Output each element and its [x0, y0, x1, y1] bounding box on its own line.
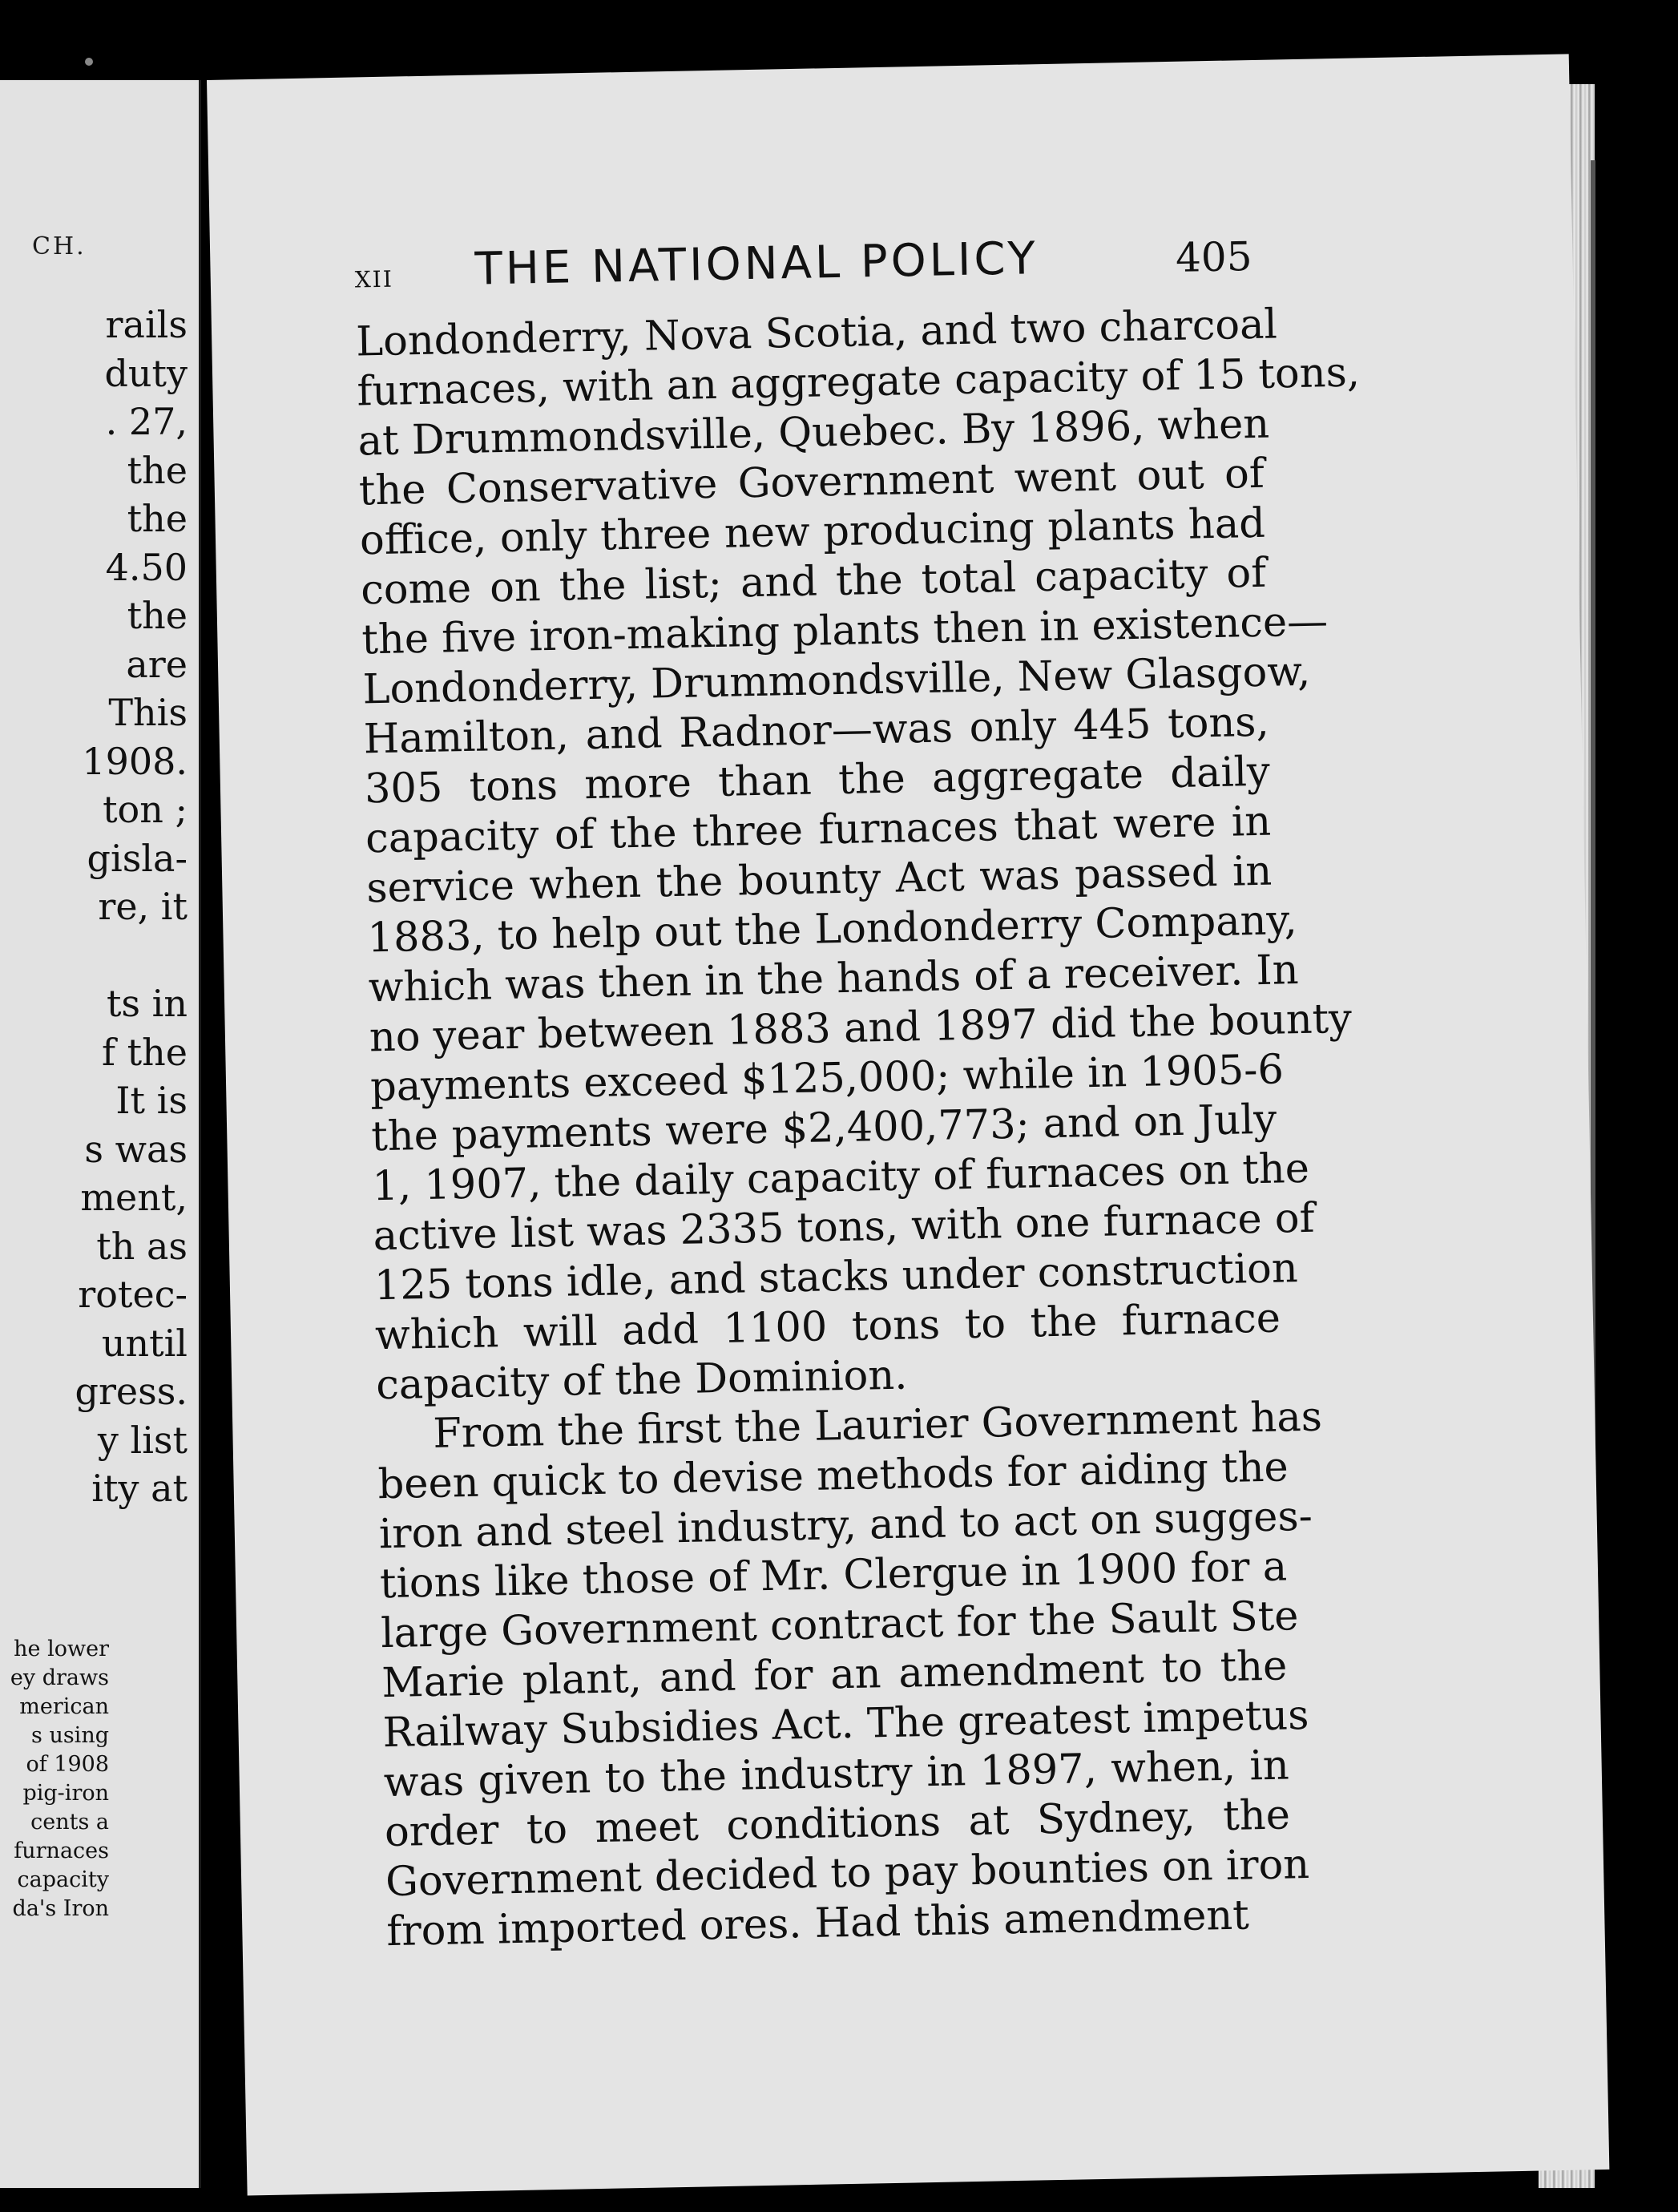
- left-page-footnote-line: furnaces: [14, 1839, 109, 1863]
- text-line: which will add 1100 tons to the furnace: [374, 1294, 1281, 1360]
- text-line: furnaces, with an aggregate capacity of 15 tons,: [356, 349, 1361, 416]
- left-page-line: ton ;: [103, 788, 188, 831]
- left-page-line: duty: [104, 351, 188, 395]
- left-page-line: until: [101, 1321, 188, 1365]
- text-line: iron and steel industry, and to act on sugges-: [378, 1492, 1313, 1559]
- text-line: tions like those of Mr. Clergue in 1900 for a: [379, 1543, 1288, 1609]
- left-page-footnote-line: capacity: [17, 1867, 109, 1892]
- left-page-line: s was: [84, 1127, 188, 1171]
- text-line: 1883, to help out the Londonderry Company,: [367, 897, 1298, 963]
- body-text: [355, 301, 1361, 1957]
- text-line: 305 tons more than the aggregate daily: [364, 748, 1271, 813]
- left-page-line: rotec-: [78, 1273, 188, 1316]
- left-page-line: f the: [102, 1030, 188, 1074]
- left-page-line: This: [108, 691, 188, 734]
- text-line: Marie plant, and for an amendment to the: [381, 1642, 1288, 1708]
- text-line: no year between 1883 and 1897 did the bounty: [369, 995, 1353, 1062]
- left-page-line: ment,: [80, 1176, 188, 1219]
- text-line: Government decided to pay bounties on iron: [385, 1840, 1310, 1907]
- text-line: 125 tons idle, and stacks under construction: [373, 1245, 1299, 1310]
- left-page-line: 4.50: [105, 545, 188, 589]
- text-line: capacity of the three furnaces that were in: [365, 797, 1272, 863]
- left-page-line: the: [127, 497, 188, 540]
- text-line: payments exceed $125,000; while in 1905-6: [369, 1046, 1285, 1112]
- left-page-footnote-line: da's Iron: [12, 1896, 109, 1921]
- left-page-line: th as: [96, 1224, 188, 1268]
- text-line: From the first the Laurier Government has: [432, 1393, 1323, 1458]
- left-page-footnote-line: ey draws: [10, 1665, 109, 1690]
- page-number: 405: [1175, 233, 1253, 281]
- left-page-line: the: [127, 448, 188, 492]
- text-line: was given to the industry in 1897, when, in: [383, 1742, 1290, 1807]
- left-page-footnote-line: s using: [31, 1723, 109, 1748]
- text-line: which was then in the hands of a receiver. In: [368, 947, 1300, 1012]
- left-page-line: gisla-: [87, 836, 188, 880]
- scan-speck: [85, 58, 93, 66]
- left-page-footnote-line: merican: [19, 1694, 109, 1719]
- right-page: [207, 54, 1609, 2195]
- text-line: large Government contract for the Sault Ste: [380, 1592, 1299, 1658]
- left-page-footnote-line: pig-iron: [22, 1781, 109, 1806]
- left-page-footnote-line: cents a: [30, 1810, 109, 1835]
- left-page-header: CH.: [32, 232, 87, 260]
- paragraph-2: [377, 1393, 1323, 1958]
- text-line: service when the bounty Act was passed in: [365, 847, 1273, 913]
- text-line: from imported ores. Had this amendment: [385, 1891, 1250, 1956]
- page-title: THE NATIONAL POLICY: [474, 232, 1039, 296]
- text-line: order to meet conditions at Sydney, the: [384, 1791, 1291, 1857]
- left-page-line: . 27,: [105, 400, 188, 443]
- left-page-line: ts in: [106, 982, 188, 1025]
- text-line: at Drummondsville, Quebec. By 1896, when: [357, 400, 1270, 466]
- text-line: the payments were $2,400,773; and on July: [370, 1096, 1277, 1161]
- chapter-number: XII: [354, 265, 394, 293]
- left-page-line: rails: [105, 303, 188, 346]
- left-page-line: gress.: [75, 1370, 188, 1413]
- paragraph-1: [355, 301, 1361, 1411]
- left-page-line: re, it: [98, 885, 188, 928]
- text-line: office, only three new producing plants had: [359, 499, 1266, 565]
- left-page-line: y list: [97, 1418, 188, 1462]
- left-page-footnote-line: of 1908: [26, 1752, 109, 1777]
- text-line: Londonderry, Nova Scotia, and two charcoal: [355, 301, 1278, 366]
- text-line: been quick to devise methods for aiding the: [377, 1443, 1289, 1509]
- left-page-line: are: [126, 642, 188, 686]
- text-line: the Conservative Government went out of: [358, 450, 1265, 515]
- text-line: 1, 1907, the daily capacity of furnaces on the: [371, 1144, 1310, 1211]
- text-line: Hamilton, and Radnor—was only 445 tons,: [363, 698, 1270, 764]
- text-line: come on the list; and the total capacity of: [360, 549, 1267, 615]
- left-page: [0, 80, 201, 2188]
- running-header: [354, 228, 1252, 309]
- left-page-line: the: [127, 594, 188, 637]
- text-line: capacity of the Dominion.: [375, 1351, 908, 1410]
- left-page-line: ity at: [91, 1467, 188, 1510]
- text-line: active list was 2335 tons, with one furnace of: [373, 1194, 1316, 1261]
- text-line: Londonderry, Drummondsville, New Glasgow,: [362, 648, 1311, 714]
- text-line: the five iron-making plants then in existence—: [361, 598, 1329, 664]
- text-line: Railway Subsidies Act. The greatest impetus: [382, 1691, 1309, 1758]
- left-page-line: It is: [115, 1079, 188, 1122]
- left-page-footnote-line: he lower: [14, 1637, 109, 1661]
- left-page-line: 1908.: [82, 739, 188, 783]
